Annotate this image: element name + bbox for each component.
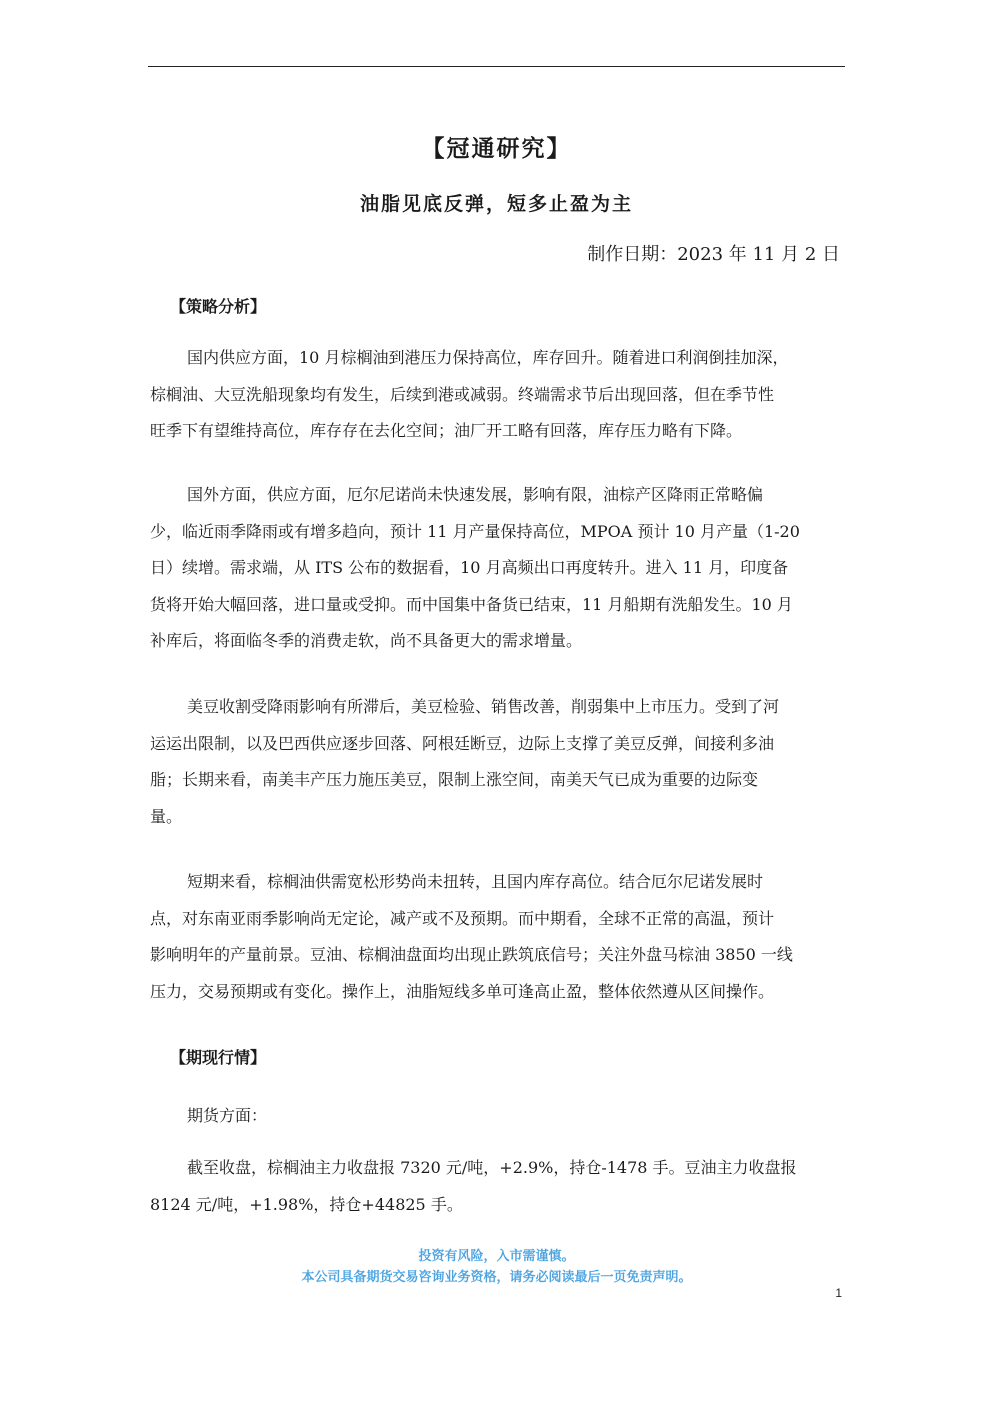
paragraph-line: 日）续增。需求端，从 ITS 公布的数据看，10 月高频出口再度转升。进入 11 月，印度备 bbox=[150, 558, 789, 577]
paragraph-line: 影响明年的产量前景。豆油、棕榈油盘面均出现止跌筑底信号；关注外盘马棕油 3850 一线 bbox=[150, 945, 793, 964]
paragraph-line: 国外方面，供应方面，厄尔尼诺尚未快速发展，影响有限，油棕产区降雨正常略偏 bbox=[187, 485, 764, 504]
report-series-title: 【冠通研究】 bbox=[421, 135, 572, 162]
report-headline: 油脂见底反弹，短多止盈为主 bbox=[359, 193, 633, 215]
paragraph-line: 8124 元/吨，+1.98%，持仓+44825 手。 bbox=[150, 1194, 463, 1214]
paragraph-line: 压力，交易预期或有变化。操作上，油脂短线多单可逢高止盈，整体依然遵从区间操作。 bbox=[150, 981, 775, 1001]
disclaimer-notice: 本公司具备期货交易咨询业务资格，请务必阅读最后一页免责声明。 bbox=[301, 1270, 692, 1285]
paragraph-line: 截至收盘，棕榈油主力收盘报 7320 元/吨，+2.9%，持仓-1478 手。豆油主力收盘报 bbox=[187, 1158, 797, 1177]
paragraph-line: 少，临近雨季降雨或有增多趋向，预计 11 月产量保持高位，MPOA 预计 10 月产量（1-20 bbox=[150, 521, 800, 541]
strategy-paragraph-outlook bbox=[150, 864, 842, 1010]
paragraph-line: 美豆收割受降雨影响有所滞后，美豆检验、销售改善，削弱集中上市压力。受到了河 bbox=[187, 697, 780, 716]
paragraph-line: 点，对东南亚雨季影响尚无定论，减产或不及预期。而中期看，全球不正常的高温，预计 bbox=[150, 908, 775, 928]
paragraph-line: 国内供应方面，10 月棕榈油到港压力保持高位，库存回升。随着进口利润倒挂加深， bbox=[187, 348, 789, 367]
strategy-heading: 【策略分析】 bbox=[170, 297, 267, 316]
futures-label: 期货方面： bbox=[187, 1106, 268, 1125]
paragraph-line: 货将开始大幅回落，进口量或受抑。而中国集中备货已结束，11 月船期有洗船发生。10 月 bbox=[150, 594, 793, 614]
market-paragraph-futures bbox=[150, 1150, 842, 1223]
page-number: 1 bbox=[835, 1286, 842, 1300]
report-date: 制作日期：2023 年 11 月 2 日 bbox=[587, 244, 840, 265]
paragraph-line: 脂；长期来看，南美丰产压力施压美豆，限制上涨空间，南美天气已成为重要的边际变 bbox=[150, 770, 759, 789]
paragraph-line: 运运出限制，以及巴西供应逐步回落、阿根廷断豆，边际上支撑了美豆反弹，间接利多油 bbox=[150, 733, 775, 753]
paragraph-line: 短期来看，棕榈油供需宽松形势尚未扭转，且国内库存高位。结合厄尔尼诺发展时 bbox=[187, 872, 764, 891]
header-rule bbox=[148, 66, 845, 67]
risk-warning: 投资有风险，入市需谨慎。 bbox=[418, 1249, 575, 1264]
strategy-paragraph-domestic bbox=[150, 340, 842, 450]
paragraph-line: 量。 bbox=[150, 806, 183, 826]
strategy-paragraph-soybean bbox=[150, 689, 842, 835]
strategy-paragraph-overseas bbox=[150, 477, 842, 660]
paragraph-line: 补库后，将面临冬季的消费走软，尚不具备更大的需求增量。 bbox=[150, 631, 583, 650]
paragraph-line: 旺季下有望维持高位，库存存在去化空间；油厂开工略有回落，库存压力略有下降。 bbox=[150, 421, 743, 440]
paragraph-line: 棕榈油、大豆洗船现象均有发生，后续到港或减弱。终端需求节后出现回落，但在季节性 bbox=[150, 384, 775, 404]
market-heading: 【期现行情】 bbox=[170, 1048, 267, 1067]
